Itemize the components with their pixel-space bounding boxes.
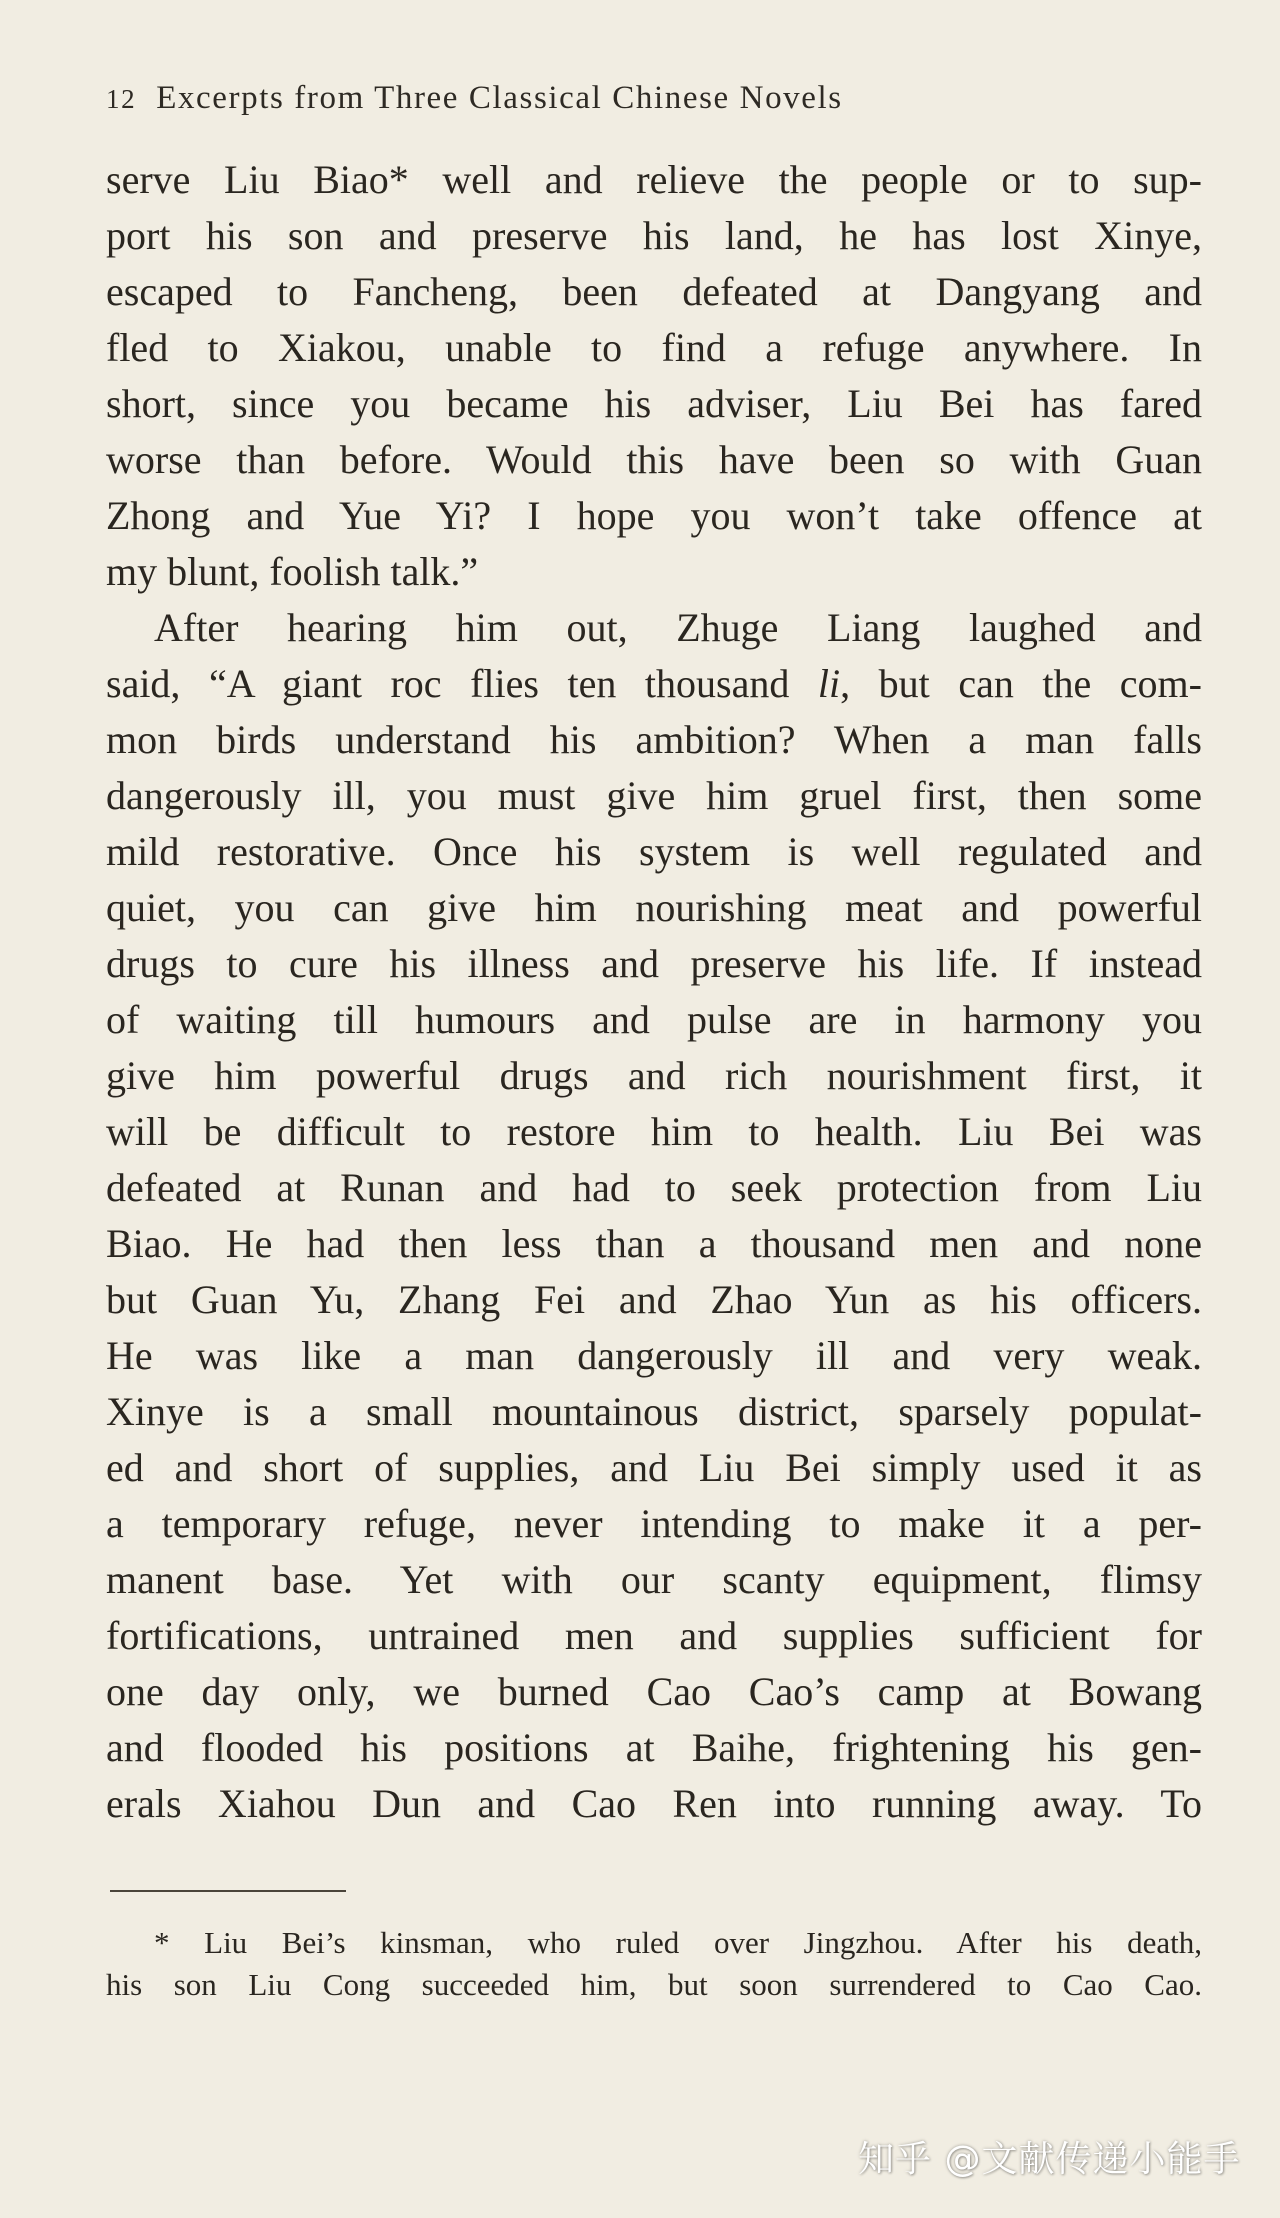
text-line: escaped to Fancheng, been defeated at Dangyang and (106, 269, 1202, 314)
italic-term: li (817, 661, 841, 706)
running-head (106, 80, 1206, 124)
text-line: and flooded his positions at Baihe, frightening his gen- (106, 1725, 1202, 1770)
text-line: a temporary refuge, never intending to make it a per- (106, 1501, 1202, 1546)
text-line: fortifications, untrained men and supplies sufficient for (106, 1613, 1202, 1658)
text-line: Biao. He had then less than a thousand men and none (106, 1221, 1202, 1266)
text-line: defeated at Runan and had to seek protection from Liu (106, 1165, 1202, 1210)
zhihu-watermark: 知乎 @文献传递小能手 (858, 2139, 1241, 2180)
text-line: Zhong and Yue Yi? I hope you won’t take offence at (106, 493, 1202, 538)
text-line: He was like a man dangerously ill and very weak. (106, 1333, 1202, 1378)
text-line: mild restorative. Once his system is well regulated and (106, 829, 1202, 874)
text-line: worse than before. Would this have been so with Guan (106, 437, 1202, 482)
text-line: mon birds understand his ambition? When a man falls (106, 717, 1202, 762)
text-line: my blunt, foolish talk.” (106, 549, 479, 594)
text-line: give him powerful drugs and rich nourishment first, it (106, 1053, 1202, 1098)
running-head-title: Excerpts from Three Classical Chinese Novels (156, 80, 843, 116)
text-line: serve Liu Biao* well and relieve the people or to sup- (106, 157, 1202, 202)
text-line: but Guan Yu, Zhang Fei and Zhao Yun as his officers. (106, 1277, 1202, 1322)
text-line: Xinye is a small mountainous district, sparsely populat- (106, 1389, 1202, 1434)
text-line: short, since you became his adviser, Liu Bei has fared (106, 381, 1202, 426)
body-text (106, 152, 1202, 1832)
text-line: one day only, we burned Cao Cao’s camp at Bowang (106, 1669, 1202, 1714)
page-number: 12 (106, 84, 137, 114)
text-line: manent base. Yet with our scanty equipment, flimsy (106, 1557, 1202, 1602)
text-line: port his son and preserve his land, he has lost Xinye, (106, 213, 1202, 258)
footnote (106, 1922, 1202, 2006)
text-line: quiet, you can give him nourishing meat and powerful (106, 885, 1202, 930)
footnote-line: * Liu Bei’s kinsman, who ruled over Jingzhou. After his death, (154, 1925, 1202, 1960)
footnote-line: his son Liu Cong succeeded him, but soon surrendered to Cao Cao. (106, 1967, 1202, 2002)
text-line: erals Xiahou Dun and Cao Ren into running away. To (106, 1781, 1202, 1826)
paragraph-first-line: After hearing him out, Zhuge Liang laughed and (154, 605, 1202, 650)
text-line: of waiting till humours and pulse are in harmony you (106, 997, 1202, 1042)
text-line: dangerously ill, you must give him gruel first, then some (106, 773, 1202, 818)
text-line: will be difficult to restore him to health. Liu Bei was (106, 1109, 1202, 1154)
text-segment: , but can the com- (840, 661, 1202, 706)
text-line-with-italic (106, 656, 1202, 712)
footnote-divider (110, 1890, 346, 1892)
text-line: ed and short of supplies, and Liu Bei simply used it as (106, 1445, 1202, 1490)
text-segment: said, “A giant roc flies ten thousand (106, 661, 818, 706)
text-line: drugs to cure his illness and preserve his life. If instead (106, 941, 1202, 986)
text-line: fled to Xiakou, unable to find a refuge anywhere. In (106, 325, 1202, 370)
